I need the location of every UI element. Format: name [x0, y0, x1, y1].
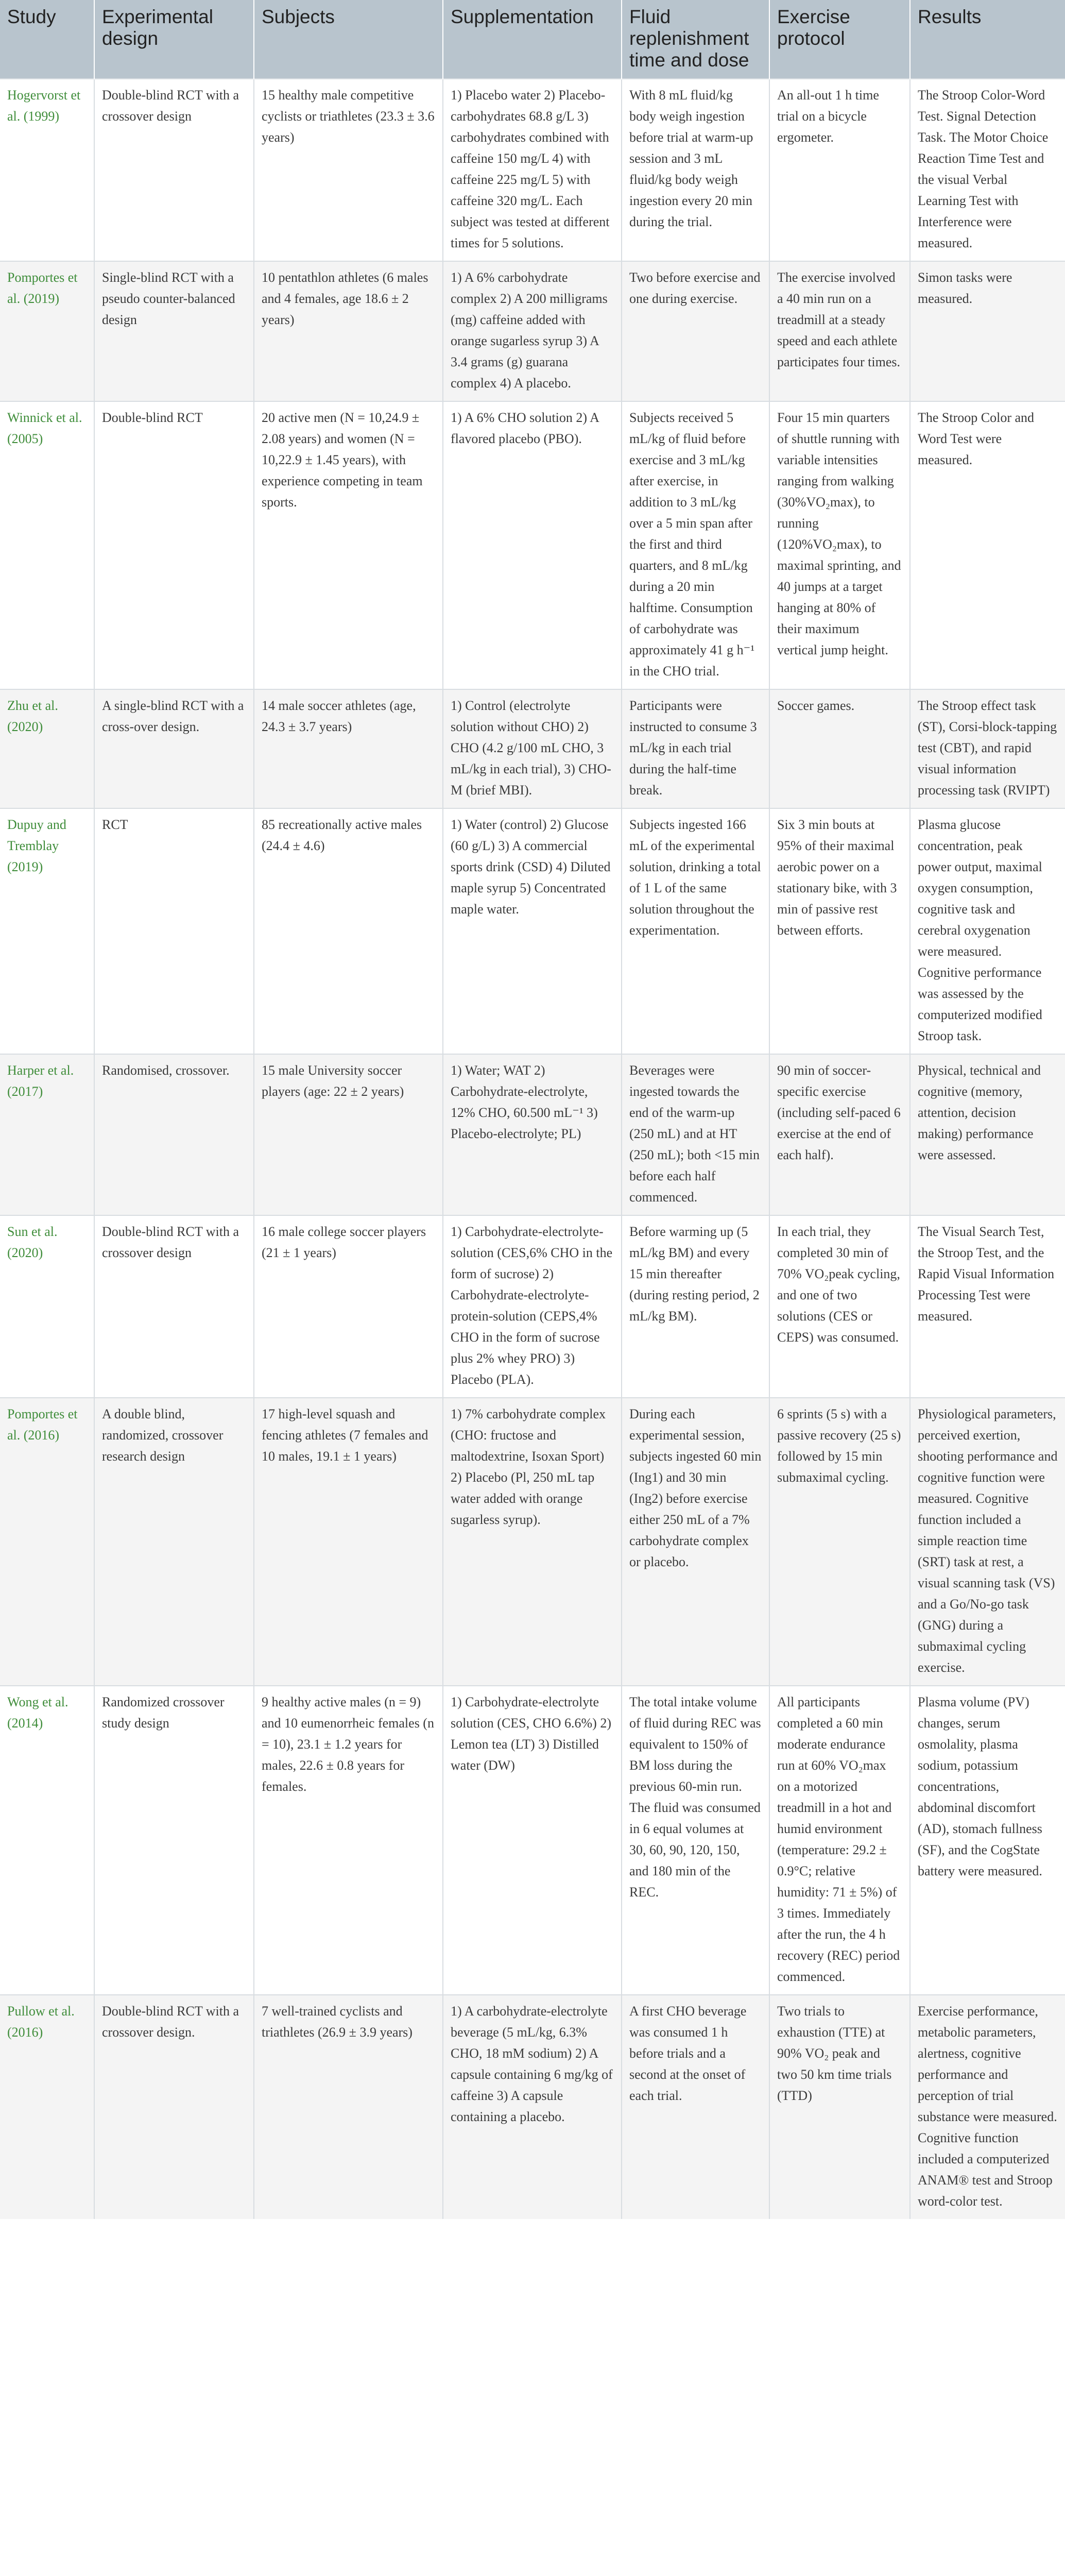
- cell-study: [0, 1686, 94, 1995]
- cell-subjects: 20 active men (N = 10,24.9 ± 2.08 years) and women (N = 10,22.9 ± 1.45 years), with experience competing in team sports.: [254, 401, 443, 689]
- table-header-row: [0, 0, 1065, 79]
- cell-study: [0, 1995, 94, 2219]
- cell-fluid: Participants were instructed to consume 3 mL/kg in each trial during the half-time break.: [622, 689, 769, 808]
- cell-results: Simon tasks were measured.: [910, 261, 1065, 401]
- cell-subjects: 9 healthy active males (n = 9) and 10 eumenorrheic females (n = 10), 23.1 ± 1.2 years for males, 22.6 ± 0.8 years for females.: [254, 1686, 443, 1995]
- cell-design: Randomised, crossover.: [94, 1054, 254, 1215]
- cell-exercise: Six 3 min bouts at 95% of their maximal aerobic power on a stationary bike, with 3 min of passive rest between efforts.: [769, 808, 910, 1054]
- study-citation-link[interactable]: Zhu et al. (2020): [7, 698, 58, 734]
- study-citation-link[interactable]: Dupuy and Tremblay (2019): [7, 817, 66, 874]
- cell-subjects: 14 male soccer athletes (age, 24.3 ± 3.7 years): [254, 689, 443, 808]
- cell-supplementation: 1) A 6% carbohydrate complex 2) A 200 milligrams (mg) caffeine added with orange sugarless syrup 3) A 3.4 grams (g) guarana complex 4) A placebo.: [443, 261, 622, 401]
- cell-supplementation: 1) A carbohydrate-electrolyte beverage (5 mL/kg, 6.3% CHO, 18 mM sodium) 2) A capsule containing 6 mg/kg of caffeine 3) A capsule containing a placebo.: [443, 1995, 622, 2219]
- cell-results: Physical, technical and cognitive (memory, attention, decision making) performance were assessed.: [910, 1054, 1065, 1215]
- cell-design: Double-blind RCT with a crossover design.: [94, 1995, 254, 2219]
- study-citation-link[interactable]: Pomportes et al. (2016): [7, 1406, 78, 1443]
- cell-fluid: With 8 mL fluid/kg body weigh ingestion before trial at warm-up session and 3 mL fluid/kg body weigh ingestion every 20 min during the trial.: [622, 79, 769, 261]
- cell-supplementation: 1) Carbohydrate-electrolyte solution (CES, CHO 6.6%) 2) Lemon tea (LT) 3) Distilled water (DW): [443, 1686, 622, 1995]
- cell-supplementation: 1) 7% carbohydrate complex (CHO: fructose and maltodextrine, Isoxan Sport) 2) Placebo (Pl, 250 mL tap water added with orange sugarless syrup).: [443, 1398, 622, 1686]
- cell-subjects: 7 well-trained cyclists and triathletes (26.9 ± 3.9 years): [254, 1995, 443, 2219]
- header-results: Results: [910, 0, 1065, 79]
- table-row: [0, 1686, 1065, 1995]
- cell-study: [0, 79, 94, 261]
- cell-exercise: Soccer games.: [769, 689, 910, 808]
- cell-supplementation: 1) A 6% CHO solution 2) A flavored placebo (PBO).: [443, 401, 622, 689]
- study-citation-link[interactable]: Wong et al. (2014): [7, 1694, 68, 1731]
- cell-study: [0, 401, 94, 689]
- study-citation-link[interactable]: Pullow et al. (2016): [7, 2004, 75, 2040]
- table-row: [0, 1215, 1065, 1398]
- cell-design: Double-blind RCT: [94, 401, 254, 689]
- cell-study: [0, 261, 94, 401]
- cell-subjects: 15 healthy male competitive cyclists or triathletes (23.3 ± 3.6 years): [254, 79, 443, 261]
- cell-study: [0, 808, 94, 1054]
- cell-fluid: Beverages were ingested towards the end of the warm-up (250 mL) and at HT (250 mL); both <15 min before each half commenced.: [622, 1054, 769, 1215]
- cell-results: Plasma glucose concentration, peak power output, maximal oxygen consumption, cognitive task and cerebral oxygenation were measured. Cognitive performance was assessed by the computerized modified Stroop task.: [910, 808, 1065, 1054]
- cell-results: Exercise performance, metabolic parameters, alertness, cognitive performance and perception of trial substance were measured. Cognitive function included a computerized ANAM® test and Stroop word-color test.: [910, 1995, 1065, 2219]
- study-citation-link[interactable]: Sun et al. (2020): [7, 1224, 58, 1260]
- cell-design: A double blind, randomized, crossover research design: [94, 1398, 254, 1686]
- cell-exercise: Four 15 min quarters of shuttle running with variable intensities ranging from walking (30%VO₂max), to running (120%VO₂max), to maximal sprinting, and 40 jumps at a target hanging at 80% of their maximum vertical jump height.: [769, 401, 910, 689]
- study-citation-link[interactable]: Harper et al. (2017): [7, 1063, 74, 1099]
- cell-supplementation: 1) Control (electrolyte solution without CHO) 2) CHO (4.2 g/100 mL CHO, 3 mL/kg in each trial), 3) CHO-M (brief MBI).: [443, 689, 622, 808]
- study-citation-link[interactable]: Winnick et al. (2005): [7, 410, 82, 446]
- cell-subjects: 15 male University soccer players (age: 22 ± 2 years): [254, 1054, 443, 1215]
- cell-design: Randomized crossover study design: [94, 1686, 254, 1995]
- cell-results: Physiological parameters, perceived exertion, shooting performance and cognitive function were measured. Cognitive function included a simple reaction time (SRT) task at rest, a visual scanning task (VS) and a Go/No-go task (GNG) during a submaximal cycling exercise.: [910, 1398, 1065, 1686]
- cell-exercise: 6 sprints (5 s) with a passive recovery (25 s) followed by 15 min submaximal cycling.: [769, 1398, 910, 1686]
- cell-design: Single-blind RCT with a pseudo counter-balanced design: [94, 261, 254, 401]
- table-row: [0, 261, 1065, 401]
- study-citation-link[interactable]: Pomportes et al. (2019): [7, 270, 78, 306]
- header-supplementation: Supplementation: [443, 0, 622, 79]
- cell-subjects: 17 high-level squash and fencing athletes (7 females and 10 males, 19.1 ± 1 years): [254, 1398, 443, 1686]
- header-study: Study: [7, 6, 56, 27]
- cell-subjects: 10 pentathlon athletes (6 males and 4 females, age 18.6 ± 2 years): [254, 261, 443, 401]
- table-row: [0, 401, 1065, 689]
- cell-design: A single-blind RCT with a cross-over design.: [94, 689, 254, 808]
- header-fluid: Fluid replenishment time and dose: [622, 0, 769, 79]
- cell-subjects: 16 male college soccer players (21 ± 1 years): [254, 1215, 443, 1398]
- table-row: [0, 808, 1065, 1054]
- header-subjects: Subjects: [254, 0, 443, 79]
- cell-exercise: The exercise involved a 40 min run on a treadmill at a steady speed and each athlete participates four times.: [769, 261, 910, 401]
- cell-study: [0, 689, 94, 808]
- cell-exercise: In each trial, they completed 30 min of 70% VO₂peak cycling, and one of two solutions (CES or CEPS) was consumed.: [769, 1215, 910, 1398]
- cell-study: [0, 1054, 94, 1215]
- cell-exercise: All participants completed a 60 min moderate endurance run at 60% VO₂max on a motorized treadmill in a hot and humid environment (temperature: 29.2 ± 0.9°C; relative humidity: 71 ± 5%) of 3 times. Immediately after the run, the 4 h recovery (REC) period commenced.: [769, 1686, 910, 1995]
- cell-supplementation: 1) Placebo water 2) Placebo- carbohydrates 68.8 g/L 3) carbohydrates combined with caffeine 150 mg/L 4) with caffeine 225 mg/L 5) with caffeine 320 mg/L. Each subject was tested at different times for 5 solutions.: [443, 79, 622, 261]
- cell-results: The Stroop Color and Word Test were measured.: [910, 401, 1065, 689]
- table-row: [0, 689, 1065, 808]
- cell-exercise: Two trials to exhaustion (TTE) at 90% VO₂ peak and two 50 km time trials (TTD): [769, 1995, 910, 2219]
- table-row: [0, 79, 1065, 261]
- cell-fluid: The total intake volume of fluid during REC was equivalent to 150% of BM loss during the previous 60-min run. The fluid was consumed in 6 equal volumes at 30, 60, 90, 120, 150, and 180 min of the REC.: [622, 1686, 769, 1995]
- cell-fluid: During each experimental session, subjects ingested 60 min (Ing1) and 30 min (Ing2) before exercise either 250 mL of a 7% carbohydrate complex or placebo.: [622, 1398, 769, 1686]
- cell-results: The Stroop Color-Word Test. Signal Detection Task. The Motor Choice Reaction Time Test and the visual Verbal Learning Test with Interference were measured.: [910, 79, 1065, 261]
- cell-fluid: A first CHO beverage was consumed 1 h before trials and a second at the onset of each trial.: [622, 1995, 769, 2219]
- cell-subjects: 85 recreationally active males (24.4 ± 4.6): [254, 808, 443, 1054]
- cell-results: The Stroop effect task (ST), Corsi-block-tapping test (CBT), and rapid visual information processing task (RVIPT): [910, 689, 1065, 808]
- cell-exercise: An all-out 1 h time trial on a bicycle ergometer.: [769, 79, 910, 261]
- cell-results: Plasma volume (PV) changes, serum osmolality, plasma sodium, potassium concentrations, abdominal discomfort (AD), stomach fullness (SF), and the CogState battery were measured.: [910, 1686, 1065, 1995]
- cell-study: [0, 1215, 94, 1398]
- cell-supplementation: 1) Water; WAT 2) Carbohydrate-electrolyte, 12% CHO, 60.500 mL⁻¹ 3) Placebo-electrolyte; PL): [443, 1054, 622, 1215]
- study-citation-link[interactable]: Hogervorst et al. (1999): [7, 88, 81, 124]
- table-row: [0, 1054, 1065, 1215]
- header-design: Experimental design: [94, 0, 254, 79]
- cell-results: The Visual Search Test, the Stroop Test, and the Rapid Visual Information Processing Test were measured.: [910, 1215, 1065, 1398]
- cell-design: Double-blind RCT with a crossover design: [94, 1215, 254, 1398]
- header-exercise: Exercise protocol: [769, 0, 910, 79]
- cell-fluid: Before warming up (5 mL/kg BM) and every 15 min thereafter (during resting period, 2 mL/kg BM).: [622, 1215, 769, 1398]
- cell-supplementation: 1) Water (control) 2) Glucose (60 g/L) 3) A commercial sports drink (CSD) 4) Diluted maple syrup 5) Concentrated maple water.: [443, 808, 622, 1054]
- cell-fluid: Subjects ingested 166 mL of the experimental solution, drinking a total of 1 L of the same solution throughout the experimentation.: [622, 808, 769, 1054]
- cell-fluid: Subjects received 5 mL/kg of fluid before exercise and 3 mL/kg after exercise, in addition to 3 mL/kg over a 5 min span after the first and third quarters, and 8 mL/kg during a 20 min halftime. Consumption of carbohydrate was approximately 41 g h⁻¹ in the CHO trial.: [622, 401, 769, 689]
- cell-exercise: 90 min of soccer-specific exercise (including self-paced 6 exercise at the end of each half).: [769, 1054, 910, 1215]
- cell-study: [0, 1398, 94, 1686]
- cell-fluid: Two before exercise and one during exercise.: [622, 261, 769, 401]
- cell-design: RCT: [94, 808, 254, 1054]
- cell-supplementation: 1) Carbohydrate-electrolyte-solution (CES,6% CHO in the form of sucrose) 2) Carbohydrate-electrolyte-protein-solution (CEPS,4% CHO in the form of sucrose plus 2% whey PRO) 3) Placebo (PLA).: [443, 1215, 622, 1398]
- cell-design: Double-blind RCT with a crossover design: [94, 79, 254, 261]
- table-row: [0, 1398, 1065, 1686]
- table-row: [0, 1995, 1065, 2219]
